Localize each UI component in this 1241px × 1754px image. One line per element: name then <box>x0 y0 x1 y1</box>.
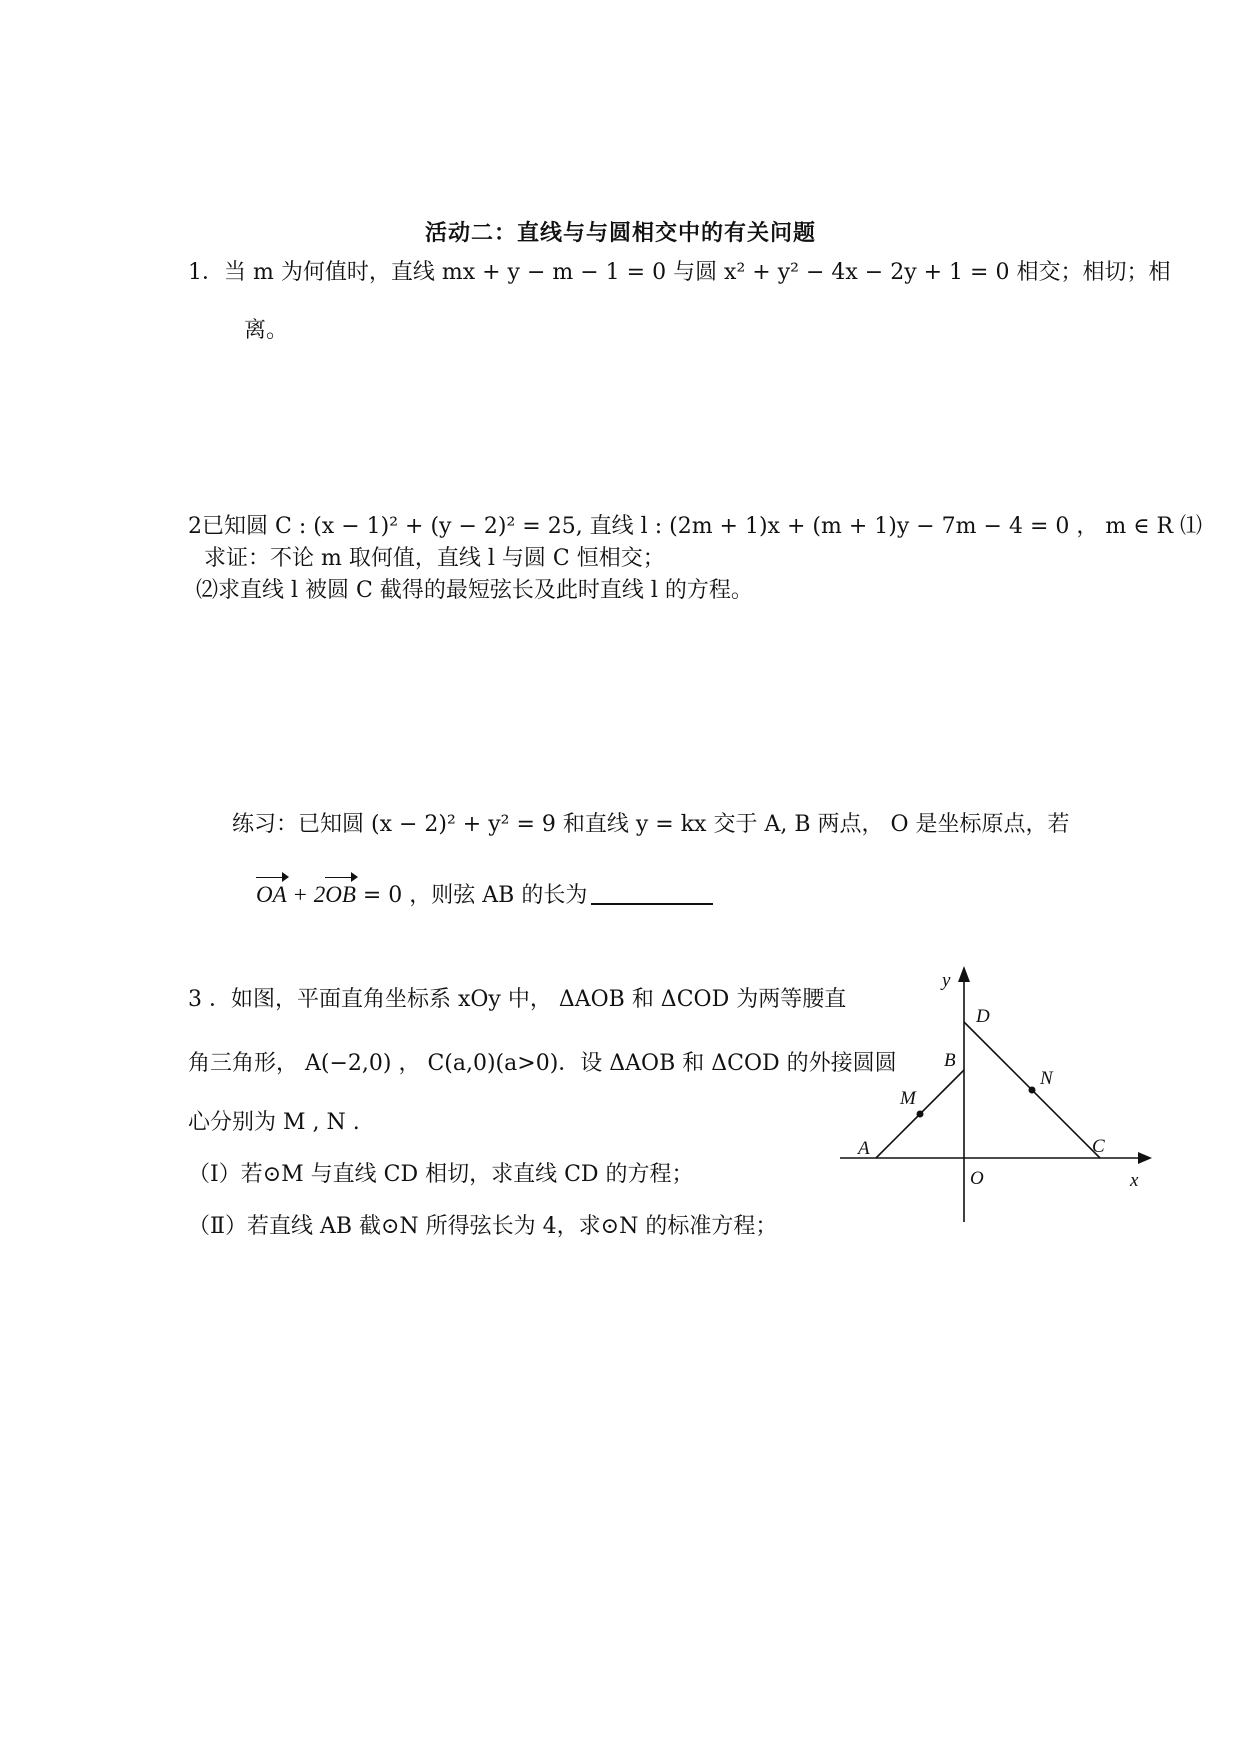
answer-blank[interactable] <box>591 881 713 905</box>
vector-sum-text: + 2 <box>286 882 326 907</box>
exercise-rest: = 0 ，则弦 AB 的长为 <box>355 883 588 908</box>
problem-3-part-2: （Ⅱ）若直线 AB 截⊙N 所得弦长为 4，求⊙N 的标准方程； <box>188 1214 778 1239</box>
problem-3-part-1: （Ⅰ）若⊙M 与直线 CD 相切，求直线 CD 的方程； <box>188 1162 694 1187</box>
problem-3-line-1: 3 ．如图，平面直角坐标系 xOy 中， ΔAOB 和 ΔCOD 为两等腰直 <box>188 987 847 1012</box>
exercise-line-1: 练习：已知圆 (x − 2)² + y² = 9 和直线 y = kx 交于 A, B 两点， O 是坐标原点，若 <box>232 812 1070 837</box>
page-title: 活动二：直线与与圆相交中的有关问题 <box>424 221 816 246</box>
vector-ob: OB <box>325 880 356 910</box>
label-b: B <box>944 1050 956 1071</box>
coordinate-figure <box>830 960 1170 1230</box>
problem-2-line-1: 2已知圆 C : (x − 1)² + (y − 2)² = 25, 直线 l : (2m + 1)x + (m + 1)y − 7m − 4 = 0 ， m ∈ R ⑴ <box>188 514 1203 539</box>
label-o: O <box>970 1168 984 1189</box>
problem-1-line-1: 1．当 m 为何值时，直线 mx + y − m − 1 = 0 与圆 x² + y² − 4x − 2y + 1 = 0 相交；相切；相 <box>188 260 1171 285</box>
label-c: C <box>1092 1136 1105 1157</box>
problem-2-line-3: ⑵求直线 l 被圆 C 截得的最短弦长及此时直线 l 的方程。 <box>196 578 753 603</box>
vector-oa: OA <box>256 880 287 910</box>
exercise-line-2 <box>256 880 713 911</box>
label-d: D <box>976 1006 990 1027</box>
x-axis-arrow-icon <box>1138 1152 1152 1164</box>
y-axis-arrow-icon <box>958 966 970 982</box>
label-m: M <box>900 1088 916 1109</box>
label-x: x <box>1130 1170 1139 1191</box>
point-m <box>917 1111 924 1118</box>
problem-1-line-2: 离。 <box>244 318 289 343</box>
label-y: y <box>942 970 951 991</box>
problem-2-line-2: 求证：不论 m 取何值，直线 l 与圆 C 恒相交； <box>204 546 665 571</box>
label-n: N <box>1040 1068 1053 1089</box>
point-n <box>1029 1087 1036 1094</box>
problem-3-line-3: 心分别为 M , N . <box>188 1110 360 1135</box>
label-a: A <box>858 1138 870 1159</box>
problem-3-line-2: 角三角形， A(−2,0) ， C(a,0)(a>0)．设 ΔAOB 和 ΔCOD 的外接圆圆 <box>188 1051 897 1076</box>
